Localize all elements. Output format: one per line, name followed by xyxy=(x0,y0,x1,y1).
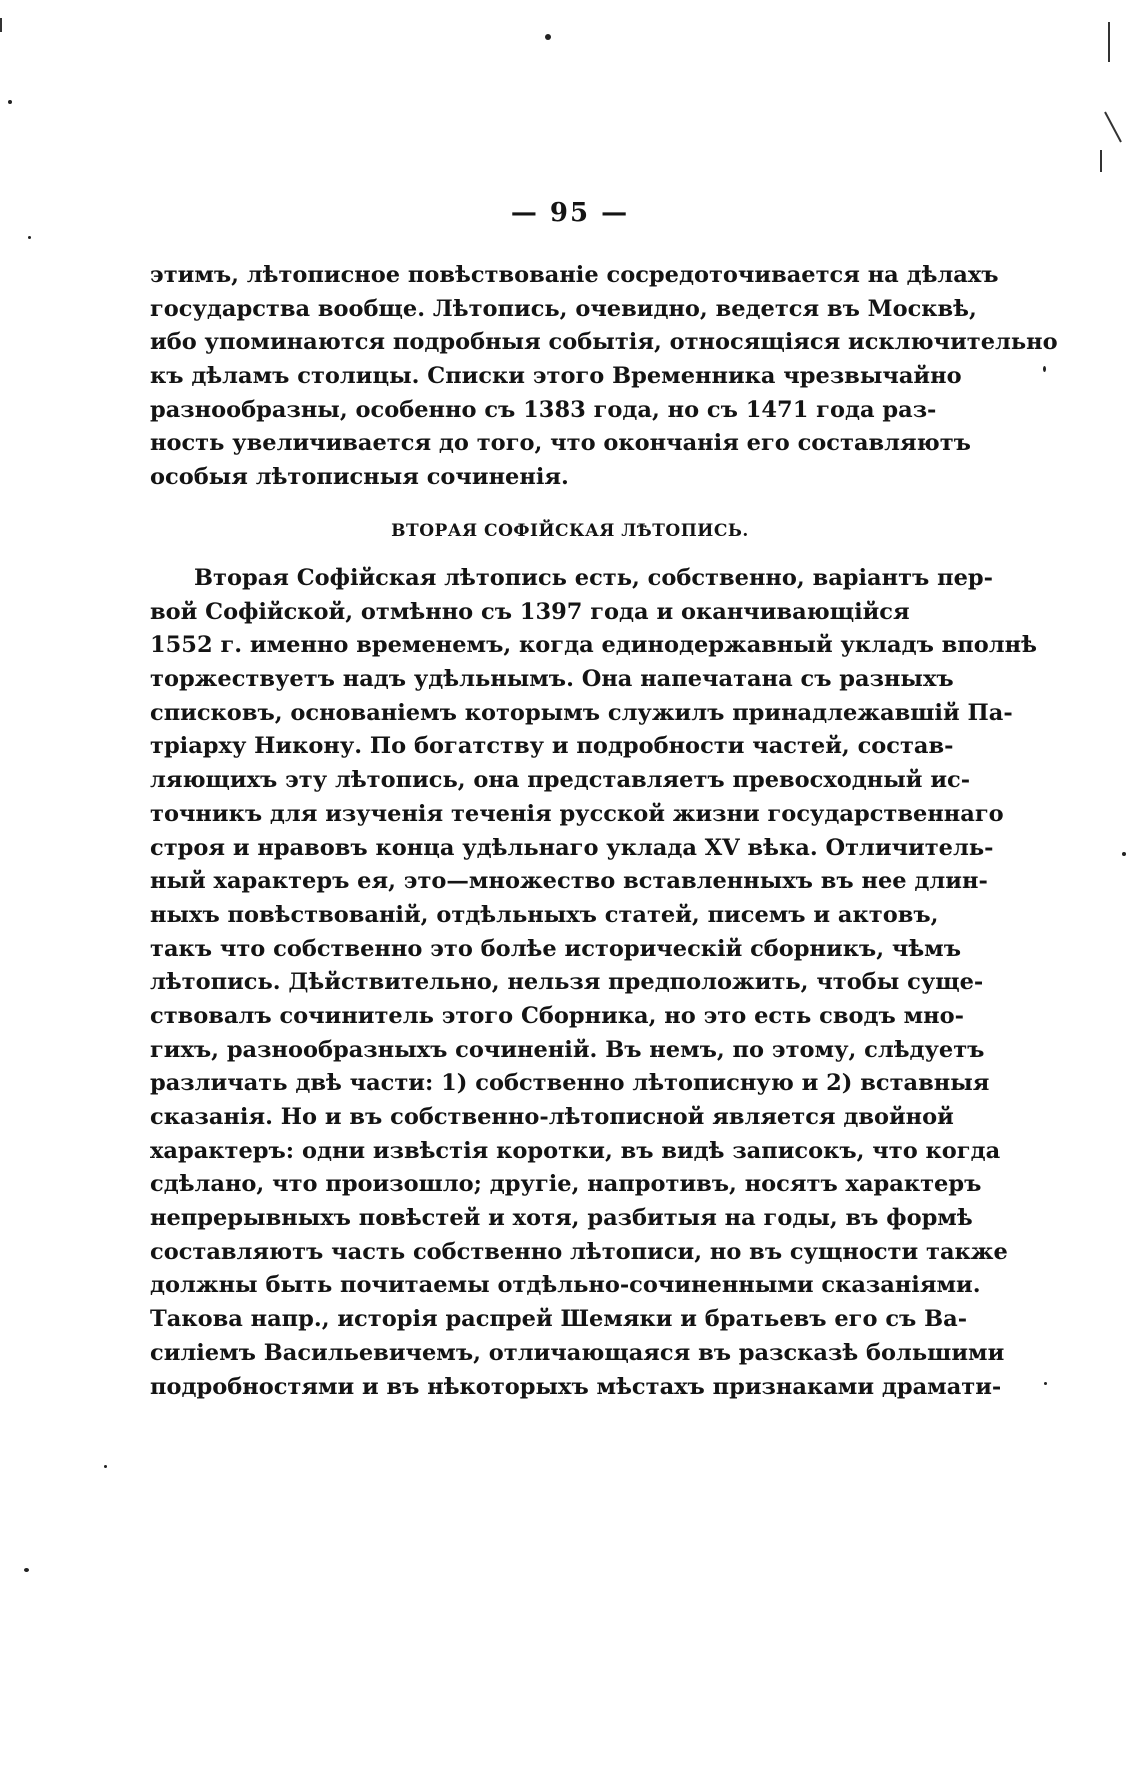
text-line: ный характеръ ея, это—множество вставленныхъ въ нее длин- xyxy=(150,868,988,895)
text-line: тріарху Никону. По богатству и подробности частей, состав- xyxy=(150,733,954,760)
text-line: точникъ для изученія теченія русской жизни государственнаго xyxy=(150,800,1004,827)
scan-speck xyxy=(1043,366,1046,372)
text-line: составляютъ часть собственно лѣтописи, но въ сущности также xyxy=(150,1238,1008,1265)
text-line: непрерывныхъ повѣстей и хотя, разбитыя на годы, въ формѣ xyxy=(150,1205,973,1232)
text-line: такъ что собственно это болѣе историческій сборникъ, чѣмъ xyxy=(150,935,961,962)
scan-speck xyxy=(28,236,31,239)
text-line: Вторая Софійская лѣтопись есть, собственно, варіантъ пер- xyxy=(194,565,993,591)
section-heading: ВТОРАЯ СОФІЙСКАЯ ЛѢТОПИСЬ. xyxy=(391,521,749,541)
text-line: ность увеличивается до того, что окончанія его составляютъ xyxy=(150,430,971,457)
text-line: сказанія. Но и въ собственно-лѣтописной является двойной xyxy=(150,1104,954,1130)
scan-mark xyxy=(0,18,2,32)
scan-speck xyxy=(8,100,12,104)
scan-mark xyxy=(1104,112,1122,143)
text-line: ибо упоминаются подробныя событія, относящіяся исключительно xyxy=(150,329,1058,356)
scan-mark xyxy=(1100,150,1102,172)
text-line: ствовалъ сочинитель этого Сборника, но это есть сводъ мно- xyxy=(150,1002,964,1029)
text-line: 1552 г. именно временемъ, когда единодержавный укладъ вполнѣ xyxy=(150,632,1037,659)
scan-speck xyxy=(24,1568,29,1572)
paragraph-1 xyxy=(150,259,1058,495)
page-number: — 95 — xyxy=(510,198,630,228)
text-line: ныхъ повѣствованій, отдѣльныхъ статей, писемъ и актовъ, xyxy=(150,901,939,928)
text-line: къ дѣламъ столицы. Списки этого Временника чрезвычайно xyxy=(150,363,962,390)
text-line: разнообразны, особенно съ 1383 года, но съ 1471 года раз- xyxy=(150,396,937,423)
text-line: торжествуетъ надъ удѣльнымъ. Она напечатана съ разныхъ xyxy=(150,666,954,693)
text-line: ляющихъ эту лѣтопись, она представляетъ превосходный ис- xyxy=(150,767,971,794)
scan-speck xyxy=(1044,1382,1047,1385)
text-line: силіемъ Васильевичемъ, отличающаяся въ разсказѣ большими xyxy=(150,1339,1005,1366)
text-line: строя и нравовъ конца удѣльнаго уклада XV вѣка. Отличитель- xyxy=(150,834,994,861)
scan-speck xyxy=(104,1465,107,1468)
text-line: различать двѣ части: 1) собственно лѣтописную и 2) вставныя xyxy=(150,1070,990,1097)
text-line: вой Софійской, отмѣнно съ 1397 года и оканчивающійся xyxy=(150,598,910,625)
text-line: сдѣлано, что произошло; другіе, напротивъ, носятъ характеръ xyxy=(150,1171,982,1198)
text-line: списковъ, основаніемъ которымъ служилъ принадлежавшій Па- xyxy=(150,699,1013,726)
text-line: должны быть почитаемы отдѣльно-сочиненными сказаніями. xyxy=(150,1272,981,1299)
scan-speck xyxy=(545,34,551,40)
text-line: особыя лѣтописныя сочиненія. xyxy=(150,464,569,491)
text-line: подробностями и въ нѣкоторыхъ мѣстахъ признаками драмати- xyxy=(150,1373,1002,1400)
text-line: Такова напр., исторія распрей Шемяки и братьевъ его съ Ва- xyxy=(150,1306,968,1333)
scan-speck xyxy=(1122,852,1126,856)
scan-mark xyxy=(1108,22,1110,62)
paragraph-2 xyxy=(150,562,1037,1404)
text-line: этимъ, лѣтописное повѣствованіе сосредоточивается на дѣлахъ xyxy=(150,262,999,288)
text-line: государства вообще. Лѣтопись, очевидно, ведется въ Москвѣ, xyxy=(150,295,977,322)
text-line: лѣтопись. Дѣйствительно, нельзя предположить, чтобы суще- xyxy=(150,969,984,996)
text-line: гихъ, разнообразныхъ сочиненій. Въ немъ, по этому, слѣдуетъ xyxy=(150,1036,985,1063)
text-line: характеръ: одни извѣстія коротки, въ видѣ записокъ, что когда xyxy=(150,1137,1001,1164)
